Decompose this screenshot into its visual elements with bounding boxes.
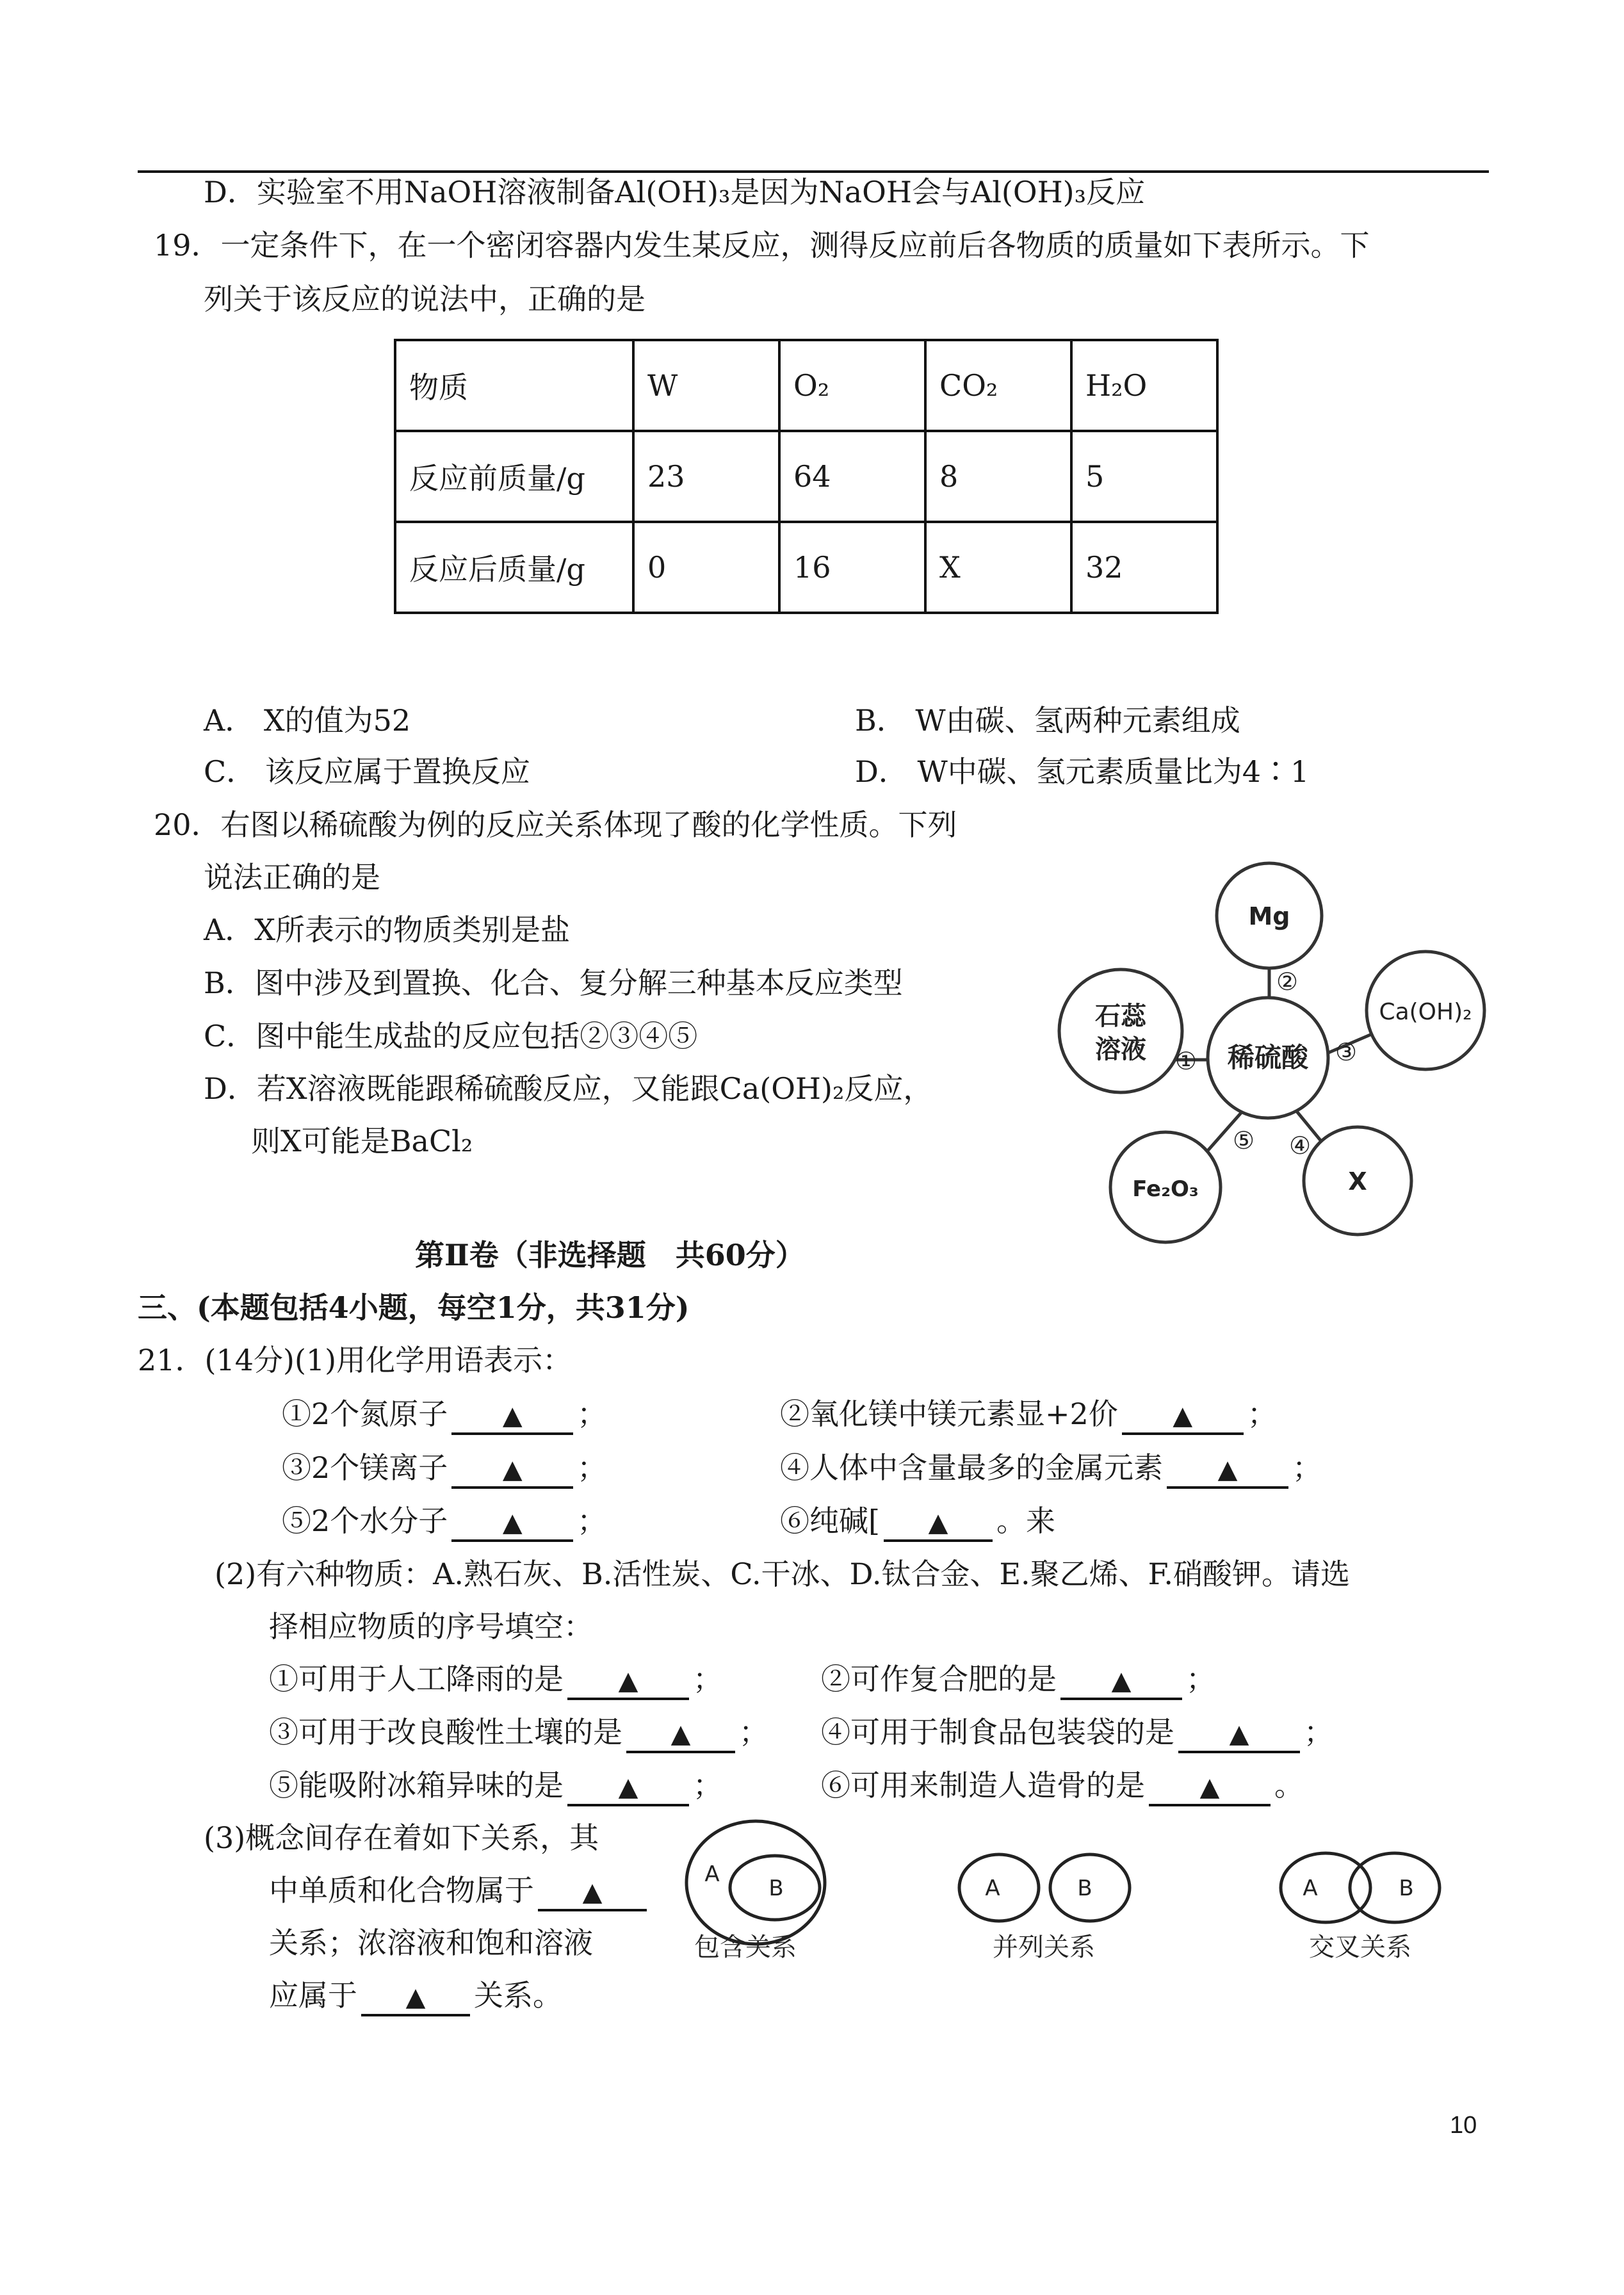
parallel-b: B (1077, 1876, 1092, 1901)
answer-blank[interactable]: ▲ (361, 1981, 470, 2016)
litmus-label-2: 溶液 (1095, 1035, 1146, 1064)
table-cell: 32 (1071, 522, 1217, 613)
q21-2-line2: 择相应物质的序号填空： (269, 1609, 593, 1644)
table-cell: H₂O (1071, 340, 1217, 431)
q21-2-item1 (269, 1660, 722, 1700)
q21-2-line1: (2)有六种物质：A.熟石灰、B.活性炭、C.干冰、D.钛合金、E.聚乙烯、F.硝酸钾。请选 (215, 1557, 1351, 1591)
item-text: ⑤能吸附冰箱异味的是 (269, 1768, 564, 1803)
q21-2-item4 (821, 1713, 1333, 1753)
fe2o3-label: Fe₂O₃ (1132, 1176, 1199, 1202)
q21-1-item4 (780, 1448, 1322, 1489)
q21-1-item1 (282, 1395, 606, 1435)
inclusion-b: B (768, 1876, 784, 1901)
edge-label-5: ⑤ (1232, 1126, 1255, 1155)
q20-option-b: B．图中涉及到置换、化合、复分解三种基本反应类型 (204, 966, 903, 1000)
punctuation: ； (1292, 1450, 1322, 1485)
q21-2-item2 (821, 1660, 1215, 1700)
table-cell: 16 (779, 522, 925, 613)
table-cell: 64 (779, 431, 925, 522)
edge-label-4: ④ (1288, 1131, 1311, 1160)
answer-blank[interactable]: ▲ (538, 1876, 647, 1911)
item-text: ⑥可用来制造人造骨的是 (821, 1768, 1145, 1803)
caoh2-label: Ca(OH)₂ (1379, 999, 1472, 1025)
item-text: ③2个镁离子 (282, 1450, 448, 1485)
q21-2-item6 (821, 1766, 1304, 1806)
inclusion-a: A (704, 1861, 720, 1887)
q21-1-item3 (282, 1448, 606, 1489)
item-text: ②可作复合肥的是 (821, 1662, 1057, 1696)
item-tail: 。来 (996, 1504, 1055, 1538)
table-row (395, 431, 1217, 522)
table-row (395, 522, 1217, 613)
punctuation: ； (577, 1504, 607, 1538)
q19-option-b: B． W由碳、氢两种元素组成 (855, 703, 1240, 738)
punctuation: 。 (1274, 1768, 1304, 1803)
table-cell: 23 (633, 431, 779, 522)
answer-blank[interactable]: ▲ (451, 1453, 573, 1489)
table-cell: O₂ (779, 340, 925, 431)
q19-option-a: A． X的值为52 (204, 703, 411, 738)
litmus-label-1: 石蕊 (1095, 1002, 1146, 1031)
q20-option-d-line1: D．若X溶液既能跟稀硫酸反应，又能跟Ca(OH)₂反应， (204, 1071, 933, 1106)
table-cell: 8 (925, 431, 1071, 522)
item-tail: 关系。 (474, 1978, 562, 2013)
item-text: ①2个氮原子 (282, 1397, 448, 1431)
answer-blank[interactable]: ▲ (1178, 1717, 1300, 1753)
concept-relation-diagrams (679, 1819, 1479, 1979)
item-text: 中单质和化合物属于 (269, 1873, 534, 1908)
answer-blank[interactable]: ▲ (1122, 1399, 1244, 1435)
q20-stem-line1: 20．右图以稀硫酸为例的反应关系体现了酸的化学性质。下列 (154, 807, 957, 842)
litmus-node (1059, 969, 1182, 1092)
q21-3-line3: 关系；浓溶液和饱和溶液 (269, 1926, 593, 1960)
section3-title: 三、(本题包括4小题，每空1分，共31分) (138, 1290, 690, 1325)
punctuation: ； (1186, 1662, 1215, 1696)
punctuation: ； (693, 1662, 722, 1696)
q19-stem-line1: 19．一定条件下，在一个密闭容器内发生某反应，测得反应前后各物质的质量如下表所示。下 (154, 228, 1370, 263)
item-text: ①可用于人工降雨的是 (269, 1662, 564, 1696)
part2-title: 第Ⅱ卷（非选择题 共60分） (415, 1238, 805, 1272)
q21-1-item5 (282, 1502, 606, 1542)
intersect-a: A (1303, 1876, 1318, 1901)
answer-blank[interactable]: ▲ (567, 1664, 689, 1700)
mg-label: Mg (1248, 902, 1290, 930)
answer-blank[interactable]: ▲ (884, 1506, 993, 1542)
item-text: ④人体中含量最多的金属元素 (780, 1450, 1163, 1485)
punctuation: ； (693, 1768, 722, 1803)
item-text: ④可用于制食品包装袋的是 (821, 1715, 1174, 1749)
intersect-circle-a (1281, 1853, 1370, 1922)
item-text: 应属于 (269, 1978, 357, 2013)
table-cell: X (925, 522, 1071, 613)
q21-2-item5 (269, 1766, 722, 1806)
q20-stem-line2: 说法正确的是 (204, 860, 380, 895)
center-label: 稀硫酸 (1227, 1042, 1309, 1073)
table-cell: W (633, 340, 779, 431)
edge-label-2: ② (1276, 968, 1299, 996)
intersect-circle-b (1350, 1853, 1440, 1922)
item-text: ③可用于改良酸性土壤的是 (269, 1715, 622, 1749)
edge-label-1: ① (1174, 1047, 1198, 1075)
q20-option-a: A．X所表示的物质类别是盐 (204, 912, 570, 947)
table-cell: 物质 (395, 340, 633, 431)
table-cell: 0 (633, 522, 779, 613)
q21-3-line4 (269, 1976, 562, 2016)
q19-mass-table (394, 339, 1219, 614)
q21-1-item6 (780, 1502, 1055, 1542)
item-text: ②氧化镁中镁元素显+2价 (780, 1397, 1118, 1431)
answer-blank[interactable]: ▲ (1060, 1664, 1182, 1700)
q19-option-d: D． W中碳、氢元素质量比为4∶1 (855, 754, 1310, 789)
parallel-caption: 并列关系 (993, 1933, 1095, 1962)
punctuation: ； (1304, 1715, 1333, 1749)
table-cell: CO₂ (925, 340, 1071, 431)
item-text: ⑥纯碱[ (780, 1504, 880, 1538)
punctuation: ； (577, 1450, 607, 1485)
acid-reaction-diagram (1050, 845, 1511, 1255)
intersect-caption: 交叉关系 (1309, 1933, 1411, 1962)
answer-blank[interactable]: ▲ (626, 1717, 735, 1753)
q20-option-d-line2: 则X可能是BaCl₂ (251, 1124, 473, 1158)
q21-3-line1: (3)概念间存在着如下关系，其 (204, 1821, 599, 1855)
q21-2-item3 (269, 1713, 768, 1753)
q21-1-item2 (780, 1395, 1277, 1435)
answer-blank[interactable]: ▲ (1149, 1771, 1271, 1806)
answer-blank[interactable]: ▲ (1167, 1453, 1288, 1489)
q21-stem: 21．(14分)(1)用化学用语表示： (138, 1343, 572, 1377)
q19-option-c: C． 该反应属于置换反应 (204, 754, 530, 789)
edge-label-3: ③ (1335, 1038, 1358, 1066)
table-cell: 5 (1071, 431, 1217, 522)
page-number: 10 (1450, 2112, 1477, 2139)
x-label: X (1348, 1167, 1367, 1196)
answer-blank[interactable]: ▲ (567, 1771, 689, 1806)
punctuation: ； (739, 1715, 768, 1749)
punctuation: ； (577, 1397, 607, 1431)
item-text: ⑤2个水分子 (282, 1504, 448, 1538)
table-cell: 反应前质量/g (395, 431, 633, 522)
intersect-b: B (1399, 1876, 1414, 1901)
q21-3-line2 (269, 1871, 651, 1911)
table-header-row (395, 340, 1217, 431)
answer-blank[interactable]: ▲ (451, 1506, 573, 1542)
q18-option-d: D．实验室不用NaOH溶液制备Al(OH)₃是因为NaOH会与Al(OH)₃反应 (204, 175, 1146, 209)
answer-blank[interactable]: ▲ (451, 1399, 573, 1435)
q20-option-c: C．图中能生成盐的反应包括②③④⑤ (204, 1019, 698, 1053)
table-cell: 反应后质量/g (395, 522, 633, 613)
inclusion-caption: 包含关系 (694, 1933, 797, 1962)
punctuation: ； (1247, 1397, 1277, 1431)
parallel-a: A (985, 1876, 1000, 1901)
q19-stem-line2: 列关于该反应的说法中，正确的是 (204, 282, 646, 316)
